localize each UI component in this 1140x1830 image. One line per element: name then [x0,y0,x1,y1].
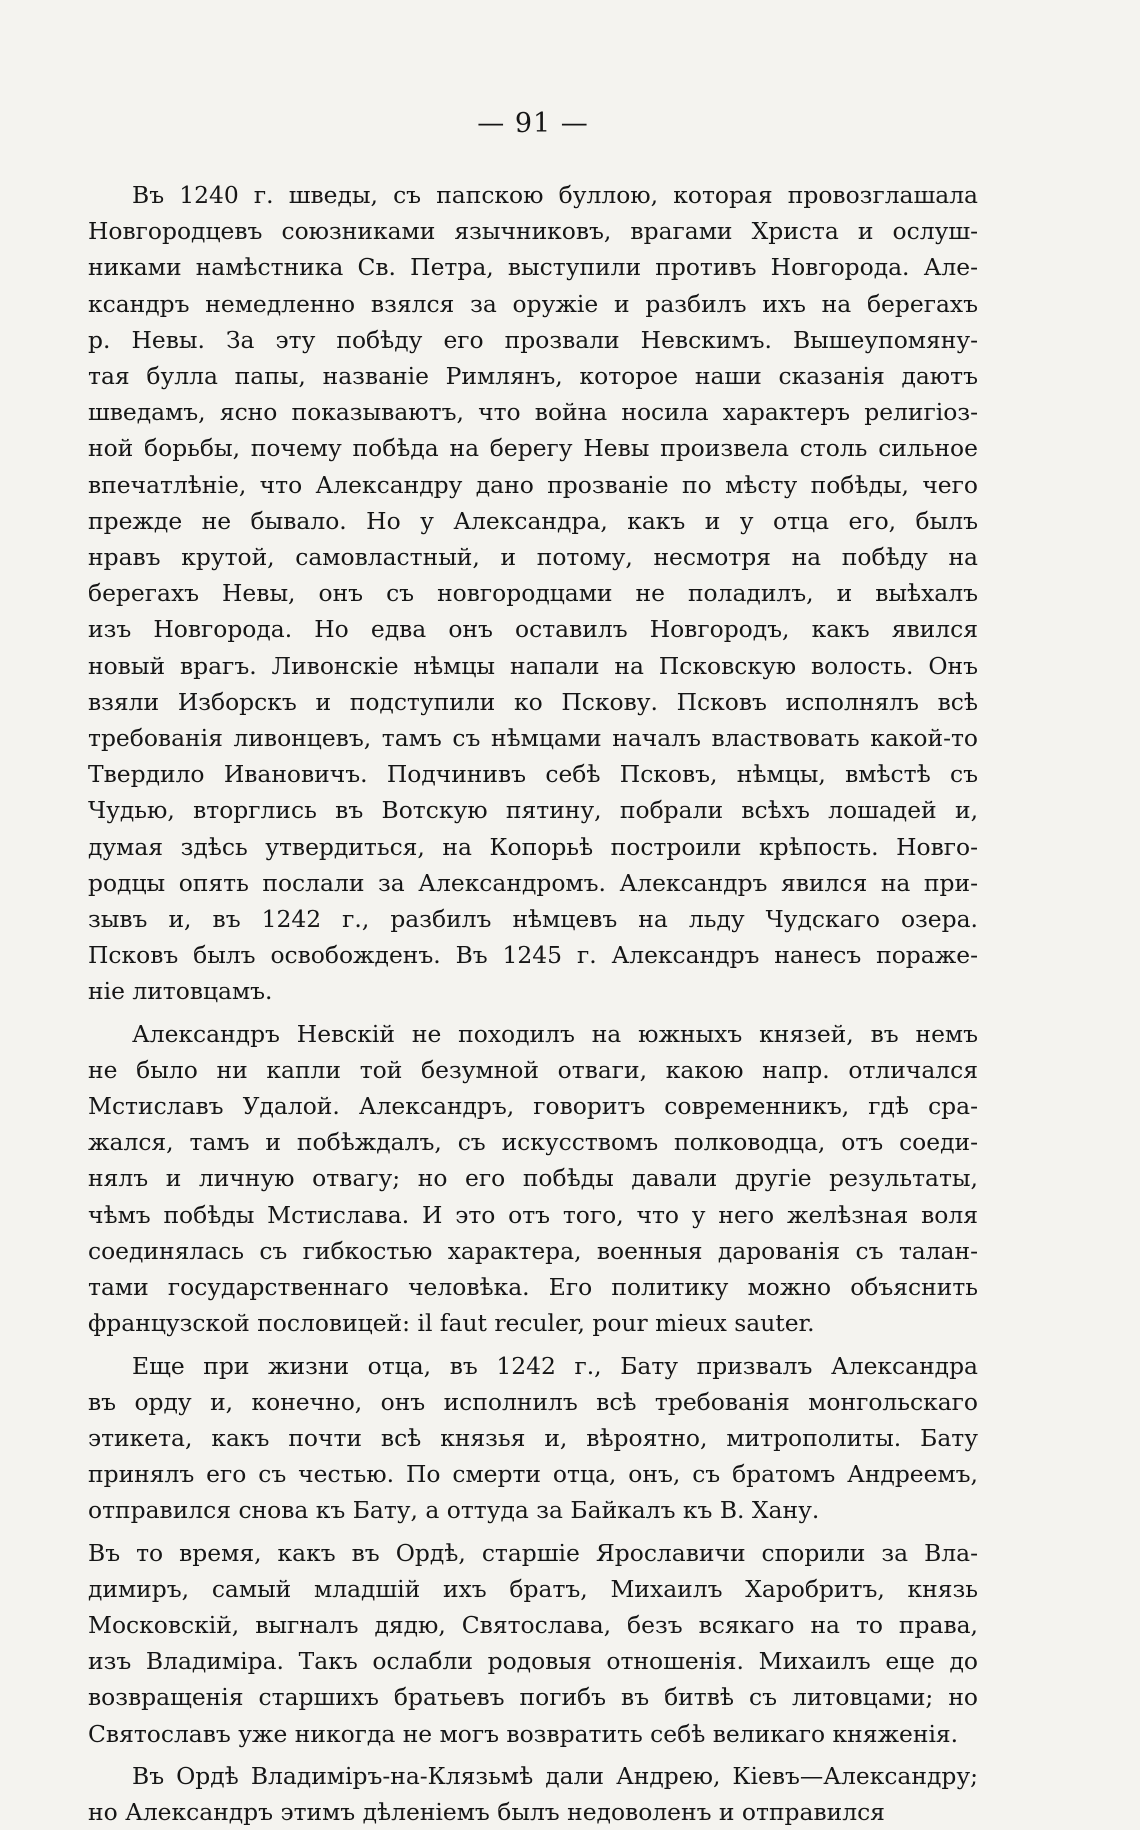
text-line: новый врагъ. Ливонскіе нѣмцы напали на Псковскую волость. Онъ [88,651,978,680]
text-line: соединялась съ гибкостью характера, военныя дарованія съ талан- [88,1236,978,1265]
text-line: Чудью, вторглись въ Вотскую пятину, побрали всѣхъ лошадей и, [88,796,978,825]
text-line: Еще при жизни отца, въ 1242 г., Бату призвалъ Александра [132,1351,978,1380]
text-line: димиръ, самый младшій ихъ братъ, Михаилъ Харобритъ, князь [88,1574,978,1603]
text-line: впечатлѣніе, что Александру дано прозваніе по мѣсту побѣды, чего [88,470,978,499]
text-line: не было ни капли той безумной отваги, какою напр. отличался [88,1055,978,1084]
text-line: берегахъ Невы, онъ съ новгородцами не поладилъ, и выѣхалъ [88,579,978,608]
paragraph [88,1758,978,1830]
text-line: этикета, какъ почти всѣ князья и, вѣроятно, митрополиты. Бату [88,1423,978,1452]
text-line: принялъ его съ честью. По смерти отца, онъ, съ братомъ Андреемъ, [88,1460,978,1489]
text-line: французской пословицей: il faut reculer, pour mieux sauter. [88,1309,815,1338]
text-line: прежде не бывало. Но у Александра, какъ и у отца его, былъ [88,506,978,535]
text-line: изъ Новгорода. Но едва онъ оставилъ Новгородъ, какъ явился [88,615,978,644]
text-line: думая здѣсь утвердиться, на Копорьѣ построили крѣпость. Новго- [88,832,978,861]
text-line: ніе литовцамъ. [88,977,273,1006]
text-line: въ орду и, конечно, онъ исполнилъ всѣ требованія монгольскаго [88,1387,978,1416]
text-line: Московскій, выгналъ дядю, Святослава, безъ всякаго на то права, [88,1610,978,1639]
paragraph [88,177,978,1010]
text-line: Святославъ уже никогда не могъ возвратить себѣ великаго княженія. [88,1719,959,1748]
text-line: взяли Изборскъ и подступили ко Пскову. Псковъ исполнялъ всѣ [88,687,978,716]
text-line: Въ Ордѣ Владиміръ-на-Клязьмѣ дали Андрею, Кіевъ—Александру; [132,1761,978,1790]
paragraph [88,1535,978,1752]
text-line: зывъ и, въ 1242 г., разбилъ нѣмцевъ на льду Чудскаго озера. [88,905,978,934]
text-line: Въ то время, какъ въ Ордѣ, старшіе Ярославичи спорили за Вла- [88,1538,978,1567]
body-text [88,177,978,1830]
text-line: отправился снова къ Бату, а оттуда за Байкалъ къ В. Хану. [88,1496,820,1525]
text-line: жался, тамъ и побѣждалъ, съ искусствомъ полководца, отъ соеди- [88,1128,978,1157]
text-line: ксандръ немедленно взялся за оружіе и разбилъ ихъ на берегахъ [88,289,978,318]
text-line: Новгородцевъ союзниками язычниковъ, врагами Христа и ослуш- [88,217,978,246]
text-line: шведамъ, ясно показываютъ, что война носила характеръ религіоз- [88,398,978,427]
text-line: р. Невы. За эту побѣду его прозвали Невскимъ. Вышеупомяну- [88,325,978,354]
text-line: родцы опять послали за Александромъ. Александръ явился на при- [88,868,978,897]
text-line: Въ 1240 г. шведы, съ папскою буллою, которая провозглашала [132,181,978,209]
paragraph [88,1348,978,1529]
text-line: никами намѣстника Св. Петра, выступили противъ Новгорода. Але- [88,253,978,282]
paragraph [88,1016,978,1342]
text-line: Александръ Невскій не походилъ на южныхъ князей, въ немъ [132,1019,978,1048]
text-line: тами государственнаго человѣка. Его политику можно объяснить [88,1273,978,1302]
text-line: требованія ливонцевъ, тамъ съ нѣмцами началъ властвовать какой-то [88,724,978,753]
book-page [88,108,978,1830]
text-line: Твердило Ивановичъ. Подчинивъ себѣ Псковъ, нѣмцы, вмѣстѣ съ [88,760,978,789]
text-line: Мстиславъ Удалой. Александръ, говоритъ современникъ, гдѣ сра- [88,1092,978,1121]
text-line: чѣмъ побѣды Мстислава. И это отъ того, что у него желѣзная воля [88,1200,978,1229]
text-line: ной борьбы, почему побѣда на берегу Невы произвела столь сильное [88,434,978,463]
text-line: изъ Владиміра. Такъ ослабли родовыя отношенія. Михаилъ еще до [88,1647,978,1676]
text-line: но Александръ этимъ дѣленіемъ былъ недоволенъ и отправился [88,1797,885,1826]
text-line: нялъ и личную отвагу; но его побѣды давали другіе результаты, [88,1164,978,1193]
text-line: возвращенія старшихъ братьевъ погибъ въ битвѣ съ литовцами; но [88,1683,978,1712]
text-line: Псковъ былъ освобожденъ. Въ 1245 г. Александръ нанесъ пораже- [88,941,978,970]
page-number: — 91 — [477,108,589,139]
text-line: нравъ крутой, самовластный, и потому, несмотря на побѣду на [88,543,978,572]
text-line: тая булла папы, названіе Римлянъ, которое наши сказанія даютъ [88,362,978,391]
